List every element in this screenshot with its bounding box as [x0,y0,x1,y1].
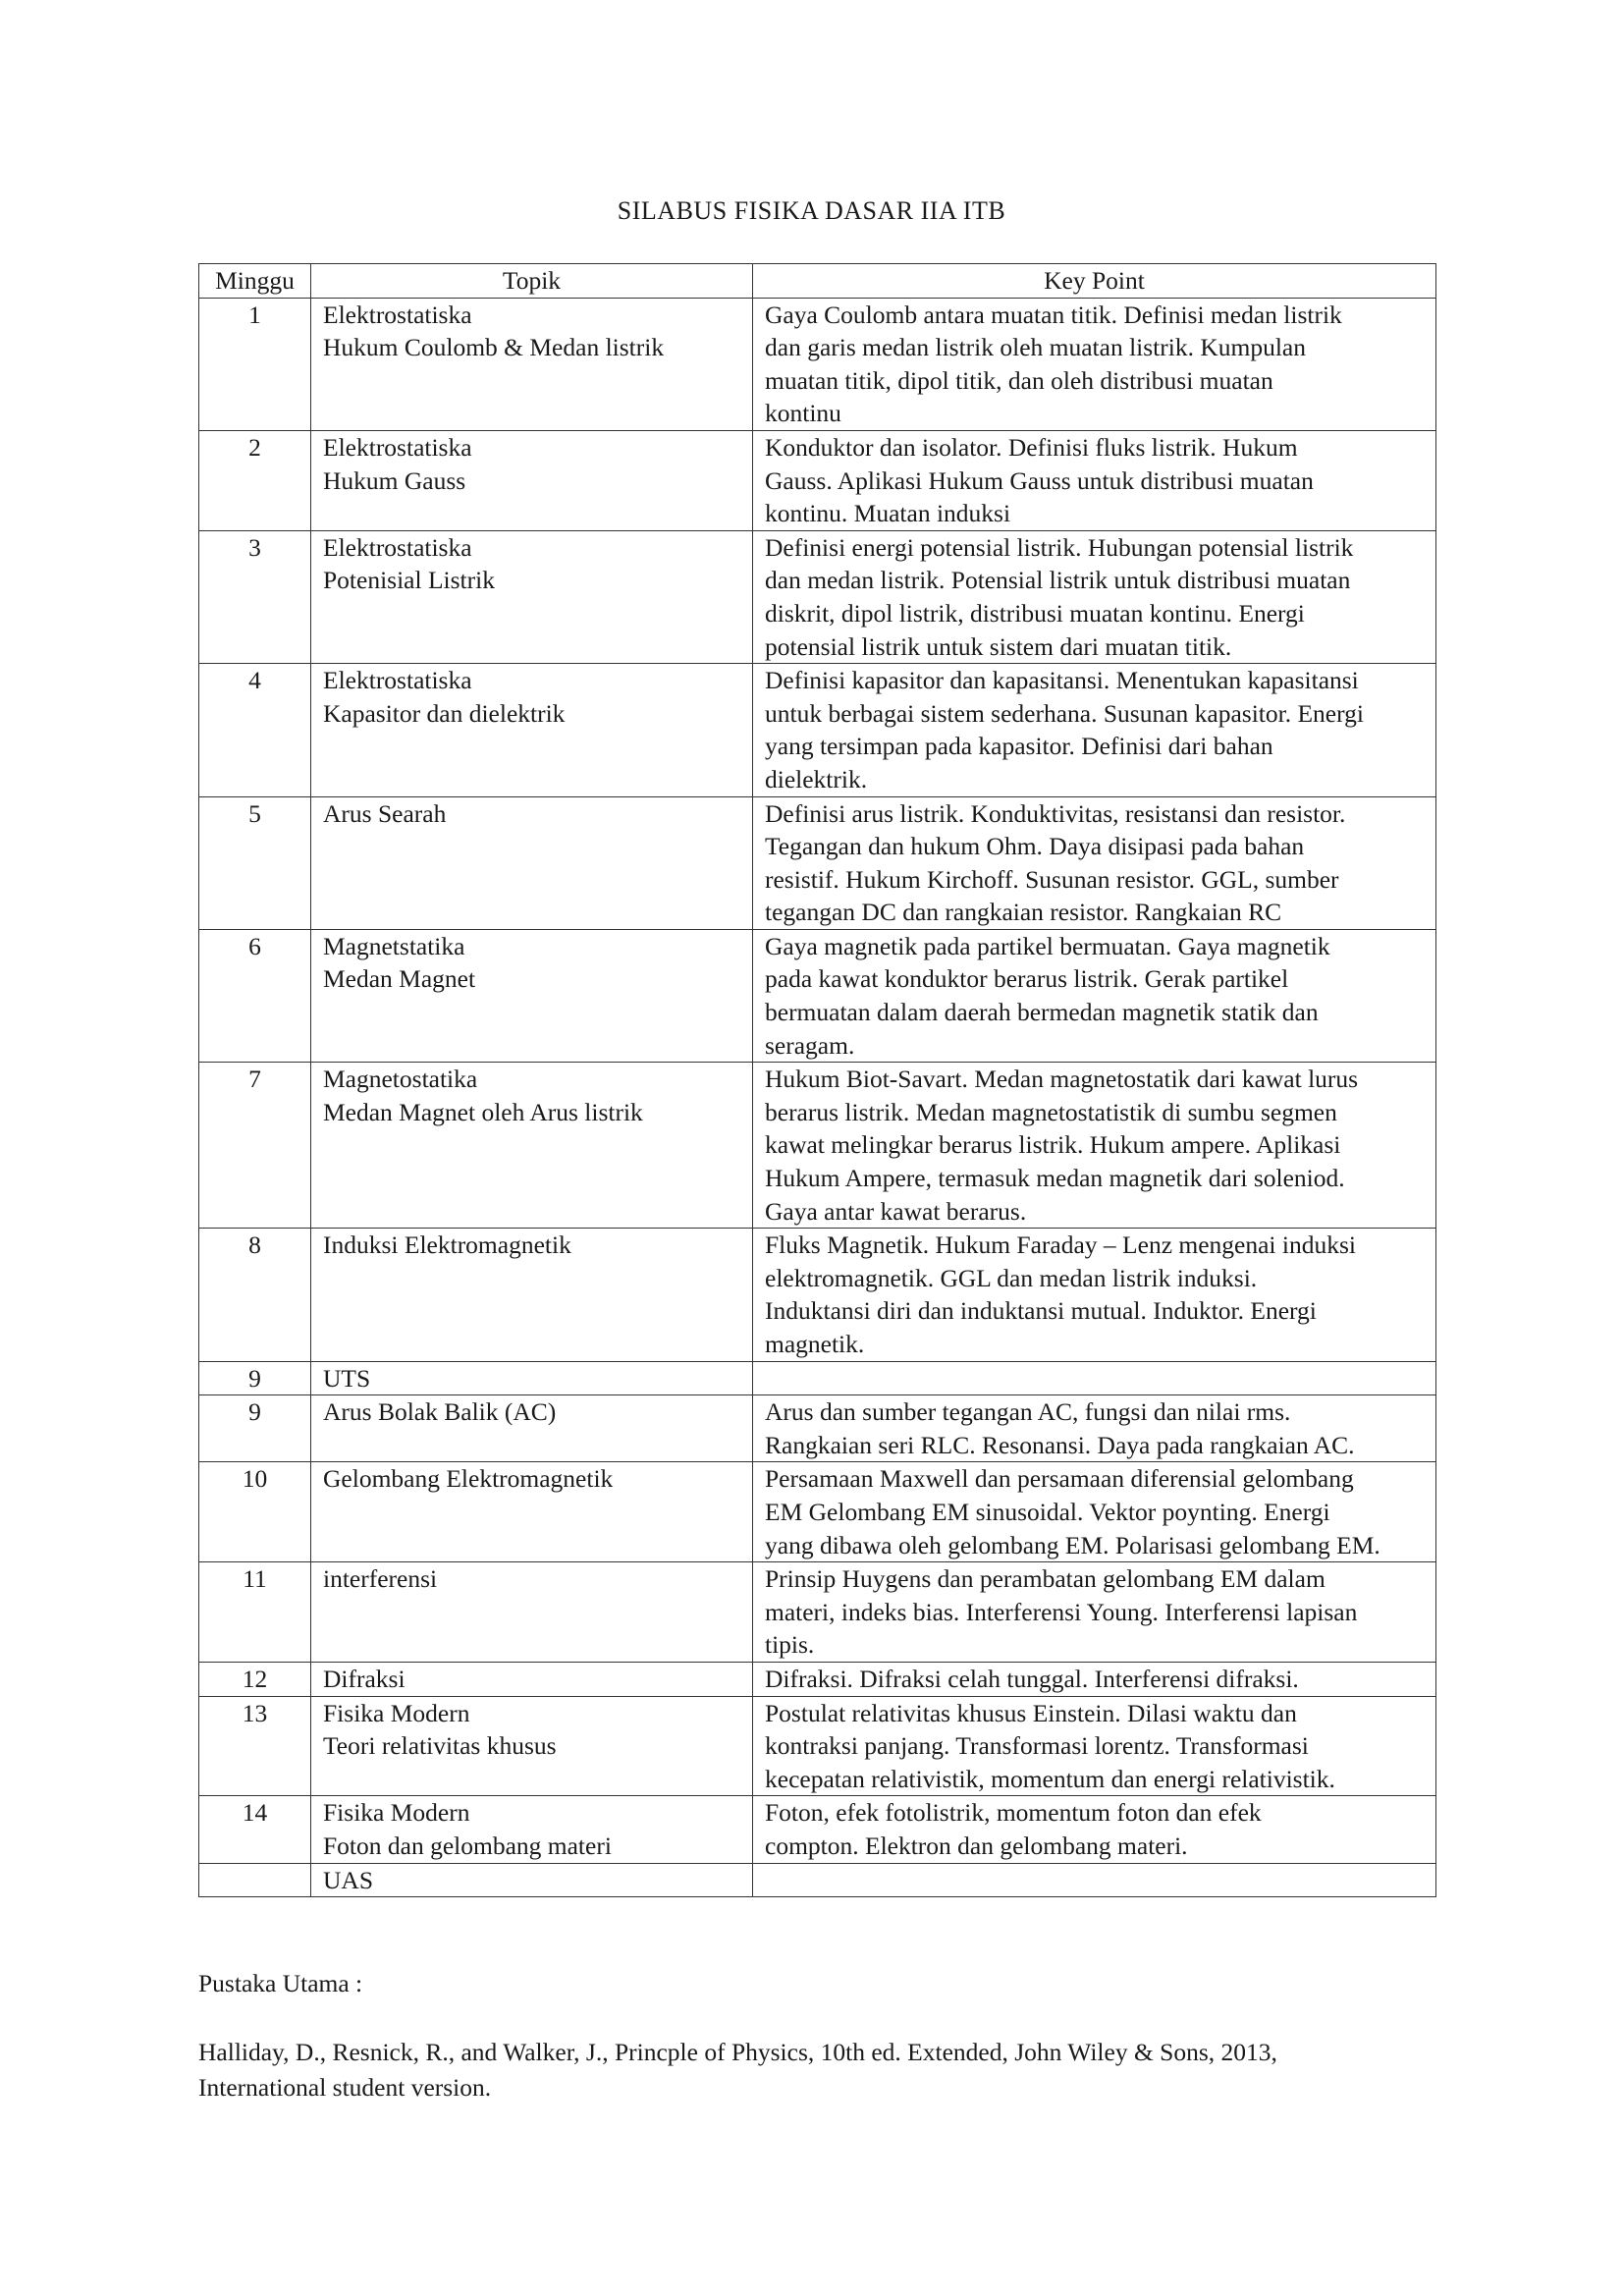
key-point-line: kawat melingkar berarus listrik. Hukum ampere. Aplikasi [765,1130,1341,1160]
topic-line: UTS [323,1363,371,1393]
topic-line: Elektrostatiska [323,300,472,329]
topic-cell [311,1462,753,1562]
key-point-line: Rangkaian seri RLC. Resonansi. Daya pada rangkaian AC. [765,1430,1355,1459]
key-point-line: magnetik. [765,1330,865,1358]
key-point-cell [753,1395,1436,1462]
key-point-cell [753,430,1436,530]
table-row [199,1662,1436,1696]
topic-line: Foton dan gelombang materi [323,1831,612,1860]
key-point-line: compton. Elektron dan gelombang materi. [765,1831,1188,1860]
topic-cell [311,796,753,929]
key-point-line: dielektrik. [765,764,868,793]
topic-line: Difraksi [323,1664,406,1693]
document-title: SILABUS FISIKA DASAR IIA ITB [617,196,1006,225]
week-cell: 14 [199,1796,311,1863]
topic-line: Fisika Modern [323,1798,470,1828]
key-point-line: Persamaan Maxwell dan persamaan diferensial gelombang [765,1464,1354,1494]
topic-line: Arus Searah [323,798,447,828]
key-point-line: Induktansi diri dan induktansi mutual. Induktor. Energi [765,1296,1317,1326]
key-point-cell [753,1863,1436,1897]
table-header-row [199,264,1436,299]
topic-cell [311,664,753,796]
reference-line: International student version. [198,2073,492,2102]
topic-line: Magnetstatika [323,931,465,960]
topic-line: interferensi [323,1564,438,1594]
key-point-line: EM Gelombang EM sinusoidal. Vektor poynting. Energi [765,1497,1330,1526]
reference-line: Halliday, D., Resnick, R., and Walker, J., Princple of Physics, 10th ed. Extended, John Wiley & Sons, 2013, [198,2038,1277,2066]
key-point-line: tipis. [765,1630,815,1660]
key-point-line: kecepatan relativistik, momentum dan energi relativistik. [765,1764,1335,1793]
key-point-line: Hukum Ampere, termasuk medan magnetik dari soleniod. [765,1164,1345,1193]
topic-cell [311,929,753,1062]
table-body [199,298,1436,1897]
key-point-line: untuk berbagai sistem sederhana. Susunan kapasitor. Energi [765,698,1364,728]
table-row [199,1863,1436,1897]
key-point-cell [753,796,1436,929]
topic-line: Induksi Elektromagnetik [323,1230,571,1260]
key-point-line: bermuatan dalam daerah bermedan magnetik statik dan [765,998,1319,1027]
key-point-cell [753,1662,1436,1696]
topic-cell [311,1395,753,1462]
key-point-line: Definisi energi potensial listrik. Hubungan potensial listrik [765,532,1354,562]
topic-cell [311,1696,753,1796]
topic-cell [311,530,753,663]
topic-line: Elektrostatiska [323,666,472,695]
key-point-line: pada kawat konduktor berarus listrik. Gerak partikel [765,964,1289,994]
key-point-line: muatan titik, dipol titik, dan oleh distribusi muatan [765,365,1273,395]
key-point-line: Konduktor dan isolator. Definisi fluks listrik. Hukum [765,432,1298,462]
key-point-line: Arus dan sumber tegangan AC, fungsi dan nilai rms. [765,1397,1291,1427]
key-point-line: Foton, efek fotolistrik, momentum foton dan efek [765,1798,1262,1828]
key-point-line: dan medan listrik. Potensial listrik untuk distribusi muatan [765,566,1351,595]
topic-line: Elektrostatiska [323,432,472,462]
week-cell: 7 [199,1063,311,1229]
topic-line: UAS [323,1865,374,1894]
key-point-line: yang tersimpan pada kapasitor. Definisi dari bahan [765,732,1273,761]
topic-line: Teori relativitas khusus [323,1731,557,1761]
key-point-line: Gaya antar kawat berarus. [765,1196,1027,1226]
topic-cell [311,1229,753,1361]
key-point-line: Fluks Magnetik. Hukum Faraday – Lenz mengenai induksi [765,1230,1356,1260]
key-point-line: potensial listrik untuk sistem dari muatan titik. [765,631,1232,661]
key-point-line: Gaya magnetik pada partikel bermuatan. Gaya magnetik [765,931,1330,960]
week-cell: 1 [199,298,311,430]
topic-line: Elektrostatiska [323,532,472,562]
key-point-line: yang dibawa oleh gelombang EM. Polarisasi gelombang EM. [765,1530,1380,1559]
topic-cell [311,1662,753,1696]
week-cell: 3 [199,530,311,663]
key-point-line: diskrit, dipol listrik, distribusi muatan kontinu. Energi [765,598,1305,628]
week-cell: 11 [199,1562,311,1663]
header-week: Minggu [199,264,311,299]
week-cell [199,1863,311,1897]
week-cell: 12 [199,1662,311,1696]
week-cell: 13 [199,1696,311,1796]
table-row [199,929,1436,1062]
table-row [199,1229,1436,1361]
key-point-line: kontinu [765,399,841,428]
table-row [199,430,1436,530]
week-cell: 5 [199,796,311,929]
week-cell: 4 [199,664,311,796]
week-cell: 6 [199,929,311,1062]
topic-cell [311,1796,753,1863]
key-point-cell [753,1696,1436,1796]
topic-line: Medan Magnet oleh Arus listrik [323,1097,643,1126]
key-point-line: kontinu. Muatan induksi [765,499,1011,528]
table-row [199,530,1436,663]
topic-line: Potenisial Listrik [323,566,495,595]
week-cell: 8 [199,1229,311,1361]
topic-cell [311,1863,753,1897]
key-point-line: Gaya Coulomb antara muatan titik. Definisi medan listrik [765,300,1342,329]
key-point-line: kontraksi panjang. Transformasi lorentz. Transformasi [765,1731,1309,1761]
syllabus-table [198,263,1436,1897]
table-row [199,1696,1436,1796]
key-point-line: seragam. [765,1030,855,1060]
header-topic: Topik [311,264,753,299]
key-point-line: Tegangan dan hukum Ohm. Daya disipasi pada bahan [765,832,1305,861]
week-cell: 9 [199,1395,311,1462]
topic-line: Arus Bolak Balik (AC) [323,1397,557,1427]
key-point-cell [753,929,1436,1062]
key-point-line: dan garis medan listrik oleh muatan listrik. Kumpulan [765,333,1306,362]
table-row [199,796,1436,929]
table-row [199,664,1436,796]
key-point-cell [753,664,1436,796]
key-point-line: Gauss. Aplikasi Hukum Gauss untuk distribusi muatan [765,465,1314,495]
key-point-cell [753,1562,1436,1663]
topic-cell [311,1562,753,1663]
week-cell: 2 [199,430,311,530]
topic-line: Magnetostatika [323,1065,478,1094]
key-point-line: Hukum Biot-Savart. Medan magnetostatik dari kawat lurus [765,1065,1359,1094]
table-row [199,1562,1436,1663]
key-point-line: elektromagnetik. GGL dan medan listrik induksi. [765,1263,1258,1292]
key-point-cell [753,298,1436,430]
table-row [199,298,1436,430]
week-cell: 9 [199,1361,311,1395]
table-row [199,1361,1436,1395]
key-point-cell [753,1229,1436,1361]
key-point-line: Definisi arus listrik. Konduktivitas, resistansi dan resistor. [765,798,1346,828]
topic-cell [311,1063,753,1229]
table-row [199,1063,1436,1229]
key-point-cell [753,1361,1436,1395]
key-point-cell [753,530,1436,663]
key-point-line: resistif. Hukum Kirchoff. Susunan resistor. GGL, sumber [765,864,1339,894]
topic-cell [311,298,753,430]
table-row [199,1395,1436,1462]
week-cell: 10 [199,1462,311,1562]
topic-cell [311,1361,753,1395]
table-row [199,1462,1436,1562]
key-point-cell [753,1796,1436,1863]
references-heading: Pustaka Utama : [198,1969,363,1997]
topic-line: Gelombang Elektromagnetik [323,1464,614,1494]
topic-line: Hukum Coulomb & Medan listrik [323,333,665,362]
topic-line: Fisika Modern [323,1698,470,1727]
topic-line: Hukum Gauss [323,465,466,495]
topic-cell [311,430,753,530]
header-key-point: Key Point [753,264,1436,299]
key-point-line: tegangan DC dan rangkaian resistor. Rangkaian RC [765,898,1282,927]
table-row [199,1796,1436,1863]
key-point-line: Definisi kapasitor dan kapasitansi. Menentukan kapasitansi [765,666,1359,695]
topic-line: Medan Magnet [323,964,476,994]
key-point-cell [753,1063,1436,1229]
reference-item [198,2035,1435,2105]
key-point-line: berarus listrik. Medan magnetostatistik di sumbu segmen [765,1097,1337,1126]
key-point-line: Postulat relativitas khusus Einstein. Dilasi waktu dan [765,1698,1297,1727]
key-point-line: materi, indeks bias. Interferensi Young. Interferensi lapisan [765,1597,1358,1626]
topic-line: Kapasitor dan dielektrik [323,698,566,728]
key-point-line: Difraksi. Difraksi celah tunggal. Interferensi difraksi. [765,1664,1299,1693]
key-point-cell [753,1462,1436,1562]
key-point-line: Prinsip Huygens dan perambatan gelombang EM dalam [765,1564,1325,1594]
